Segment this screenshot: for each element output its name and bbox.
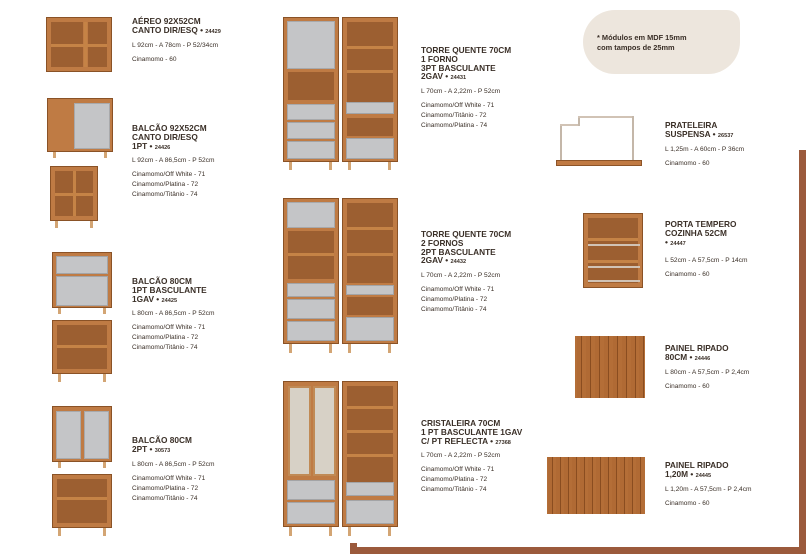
torre2-image-open xyxy=(342,198,398,353)
balcao92-color: Cinamomo/Titânio - 74 xyxy=(132,191,198,199)
cristaleira-code: 27368 xyxy=(495,439,511,446)
aereo-dims: L 92cm - A 78cm - P 52/34cm xyxy=(132,41,219,49)
cristaleira-title-line3: C/ PT REFLECTA • 27368 xyxy=(421,435,511,446)
painel80-title-line2: 80CM • 24446 xyxy=(665,351,711,362)
balcao80-2pt-code: 30573 xyxy=(154,447,171,454)
cristaleira-color: Cinamomo/Platina - 72 xyxy=(421,476,488,484)
prateleira-image xyxy=(556,116,642,168)
balcao92-title-line2: CANTO DIR/ESQ xyxy=(132,131,198,142)
torre1-color: Cinamomo/Platina - 74 xyxy=(421,122,488,130)
prateleira-info xyxy=(665,121,795,169)
painel120-info xyxy=(665,461,795,509)
decorative-bar-bottom xyxy=(350,547,806,554)
balcao80-1pt-color: Cinamomo/Off White - 71 xyxy=(132,324,206,332)
aereo-code: 24429 xyxy=(205,28,221,35)
balcao80-2pt-info xyxy=(132,436,272,504)
balcao80-2pt-image-open xyxy=(52,474,112,536)
balcao80-1pt-image-open xyxy=(52,320,112,382)
painel80-color: Cinamomo - 60 xyxy=(665,382,710,390)
aereo-title-line2: CANTO DIR/ESQ • 24429 xyxy=(132,24,221,35)
cristaleira-image-open xyxy=(342,381,398,536)
torre2-title-line2: 2 FORNOS xyxy=(421,237,464,248)
balcao80-1pt-image-closed xyxy=(52,252,112,314)
porta-tempero-title-line2: COZINHA 52CM xyxy=(665,227,727,238)
balcao92-color: Cinamomo/Platina - 72 xyxy=(132,181,199,189)
painel120-title-line2: 1,20M • 24445 xyxy=(665,468,712,479)
balcao80-1pt-title-line3: 1GAV • 24425 xyxy=(132,293,178,304)
torre1-title-line3: 3PT BASCULANTE xyxy=(421,62,496,73)
painel80-dims: L 80cm - A 57,5cm - P 2,4cm xyxy=(665,368,750,376)
prateleira-dims: L 1,25m - A 60cm - P 36cm xyxy=(665,145,745,153)
material-note xyxy=(583,10,740,74)
balcao80-2pt-image-closed xyxy=(52,406,112,468)
balcao80-1pt-code: 24425 xyxy=(161,297,178,304)
cristaleira-color: Cinamomo/Off White - 71 xyxy=(421,466,495,474)
balcao80-2pt-color: Cinamomo/Off White - 71 xyxy=(132,474,206,482)
cristaleira-title-line2: 1 PT BASCULANTE 1GAV xyxy=(421,426,523,437)
balcao92-image-closed xyxy=(47,98,113,158)
aereo-color: Cinamomo - 60 xyxy=(132,55,177,63)
torre1-title-line4: 2GAV • 24431 xyxy=(421,71,467,82)
torre2-color: Cinamomo/Off White - 71 xyxy=(421,286,495,294)
torre2-image-closed xyxy=(283,198,339,353)
painel120-color: Cinamomo - 60 xyxy=(665,499,710,507)
balcao92-title-line1: BALCÃO 92X52CM xyxy=(132,123,207,133)
torre2-color: Cinamomo/Titânio - 74 xyxy=(421,306,487,314)
torre2-dims: L 70cm - A 2,22m - P 52cm xyxy=(421,272,501,280)
torre1-title-line1: TORRE QUENTE 70CM xyxy=(421,45,512,55)
painel120-image xyxy=(547,457,645,514)
porta-tempero-image xyxy=(583,213,643,288)
prateleira-title-line1: PRATELEIRA xyxy=(665,120,718,130)
balcao80-1pt-info xyxy=(132,277,272,353)
balcao92-image-open xyxy=(50,166,98,228)
balcao80-2pt-dims: L 80cm - A 86,5cm - P 52cm xyxy=(132,460,215,468)
note-line-1: * Módulos em MDF 15mm xyxy=(597,33,687,42)
aereo-info xyxy=(132,17,272,65)
porta-tempero-code-line: • 24447 xyxy=(665,236,686,247)
painel120-code: 24445 xyxy=(695,472,712,479)
cristaleira-image-closed xyxy=(283,381,339,536)
porta-tempero-code: 24447 xyxy=(670,240,686,247)
torre2-info xyxy=(421,230,561,315)
balcao92-title-line3: 1PT • 24426 xyxy=(132,140,171,151)
prateleira-code: 26537 xyxy=(717,132,734,139)
porta-tempero-info xyxy=(665,220,795,280)
painel120-title-line1: PAINEL RIPADO xyxy=(665,460,729,470)
painel80-code: 24446 xyxy=(694,355,711,362)
torre2-title-line3: 2PT BASCULANTE xyxy=(421,246,496,257)
painel80-image xyxy=(575,336,645,398)
balcao80-1pt-color: Cinamomo/Titânio - 74 xyxy=(132,344,198,352)
balcao92-info xyxy=(132,124,272,200)
cristaleira-dims: L 70cm - A 2,22m - P 52cm xyxy=(421,452,501,460)
balcao80-1pt-title-line2: 1PT BASCULANTE xyxy=(132,284,207,295)
torre1-info xyxy=(421,46,561,131)
balcao80-1pt-title-line1: BALCÃO 80CM xyxy=(132,276,192,286)
torre1-title-line2: 1 FORNO xyxy=(421,53,458,64)
balcao80-2pt-title-line1: BALCÃO 80CM xyxy=(132,435,192,445)
balcao92-code: 24426 xyxy=(154,144,171,151)
balcao80-1pt-color: Cinamomo/Platina - 72 xyxy=(132,334,199,342)
note-line-2: com tampos de 25mm xyxy=(597,43,675,52)
torre2-code: 24432 xyxy=(450,259,467,266)
aereo-title-line1: AÉREO 92X52CM xyxy=(132,16,201,26)
porta-tempero-color: Cinamomo - 60 xyxy=(665,271,710,279)
balcao92-color: Cinamomo/Off White - 71 xyxy=(132,171,206,179)
aereo-image xyxy=(46,17,112,72)
torre1-image-closed xyxy=(283,17,339,170)
prateleira-title-line2: SUSPENSA • 26537 xyxy=(665,128,734,139)
torre1-code: 24431 xyxy=(450,75,467,82)
torre1-color: Cinamomo/Off White - 71 xyxy=(421,102,495,110)
painel80-title-line1: PAINEL RIPADO xyxy=(665,343,729,353)
torre2-title-line1: TORRE QUENTE 70CM xyxy=(421,229,512,239)
torre1-color: Cinamomo/Titânio - 72 xyxy=(421,112,487,120)
cristaleira-color: Cinamomo/Titânio - 74 xyxy=(421,486,487,494)
decorative-bar-right xyxy=(799,150,806,554)
porta-tempero-dims: L 52cm - A 57,5cm - P 14cm xyxy=(665,257,748,265)
prateleira-color: Cinamomo - 60 xyxy=(665,159,710,167)
torre2-title-line4: 2GAV • 24432 xyxy=(421,255,467,266)
torre1-dims: L 70cm - A 2,22m - P 52cm xyxy=(421,88,501,96)
balcao80-2pt-color: Cinamomo/Titânio - 74 xyxy=(132,494,198,502)
torre1-image-open xyxy=(342,17,398,170)
torre2-color: Cinamomo/Platina - 72 xyxy=(421,296,488,304)
decorative-bar-cap xyxy=(350,543,357,548)
balcao92-dims: L 92cm - A 86,5cm - P 52cm xyxy=(132,157,215,165)
balcao80-1pt-dims: L 80cm - A 86,5cm - P 52cm xyxy=(132,310,215,318)
balcao80-2pt-title-line2: 2PT • 30573 xyxy=(132,443,171,454)
painel120-dims: L 1,20m - A 57,5cm - P 2,4cm xyxy=(665,485,752,493)
porta-tempero-title-line1: PORTA TEMPERO xyxy=(665,219,737,229)
cristaleira-title-line1: CRISTALEIRA 70CM xyxy=(421,418,501,428)
balcao80-2pt-color: Cinamomo/Platina - 72 xyxy=(132,484,199,492)
painel80-info xyxy=(665,344,795,392)
